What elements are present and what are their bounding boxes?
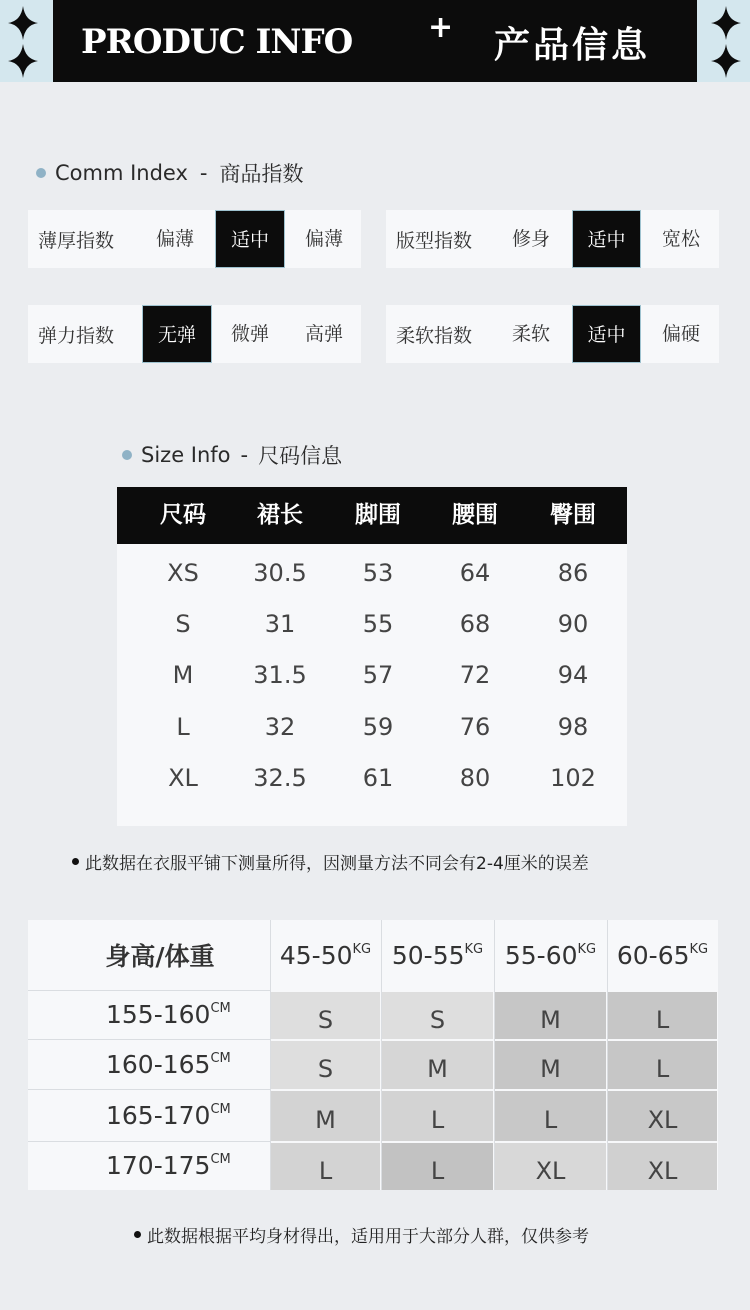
header-title-en: PRODUC INFO — [81, 22, 353, 62]
index-option-selected: 适中 — [572, 210, 641, 268]
size-cell: 98 — [557, 713, 589, 741]
recommend-table — [28, 920, 718, 1190]
index-option: 偏硬 — [661, 323, 700, 345]
index-row-softness — [386, 305, 719, 363]
height-header: 170-175 CM — [106, 1151, 231, 1180]
index-option: 修身 — [511, 228, 550, 250]
size-cell: 80 — [459, 764, 491, 792]
index-option: 偏薄 — [304, 228, 343, 250]
size-cell: S — [175, 610, 191, 638]
size-cell: M — [172, 661, 194, 689]
height-header: 165-170 CM — [106, 1100, 231, 1130]
size-cell: 68 — [459, 610, 491, 638]
index-row-fit — [386, 210, 719, 268]
sparkle-icon — [711, 44, 741, 78]
recommend-cell: L — [495, 1091, 606, 1141]
size-cell: 86 — [557, 559, 589, 587]
index-option-selected: 适中 — [215, 210, 285, 268]
index-option: 柔软 — [511, 323, 550, 345]
sparkle-icon — [8, 44, 38, 78]
index-option-selected: 适中 — [572, 305, 641, 363]
size-cell: 94 — [557, 661, 589, 689]
recommend-cell: S — [271, 992, 380, 1039]
size-note-text: 此数据在衣服平铺下测量所得，因测量方法不同会有2-4厘米的误差 — [85, 854, 589, 874]
size-cell: 90 — [557, 610, 589, 638]
recommend-cell: M — [495, 992, 606, 1039]
comm-index-title — [36, 158, 304, 188]
bullet-dot — [36, 168, 46, 178]
size-info-title-cn: 尺码信息 — [258, 444, 343, 468]
size-header-cell: 尺码 — [160, 502, 206, 528]
index-row-thickness — [28, 210, 361, 268]
weight-header: 50-55 KG — [391, 940, 484, 970]
recommend-cell: XL — [608, 1091, 717, 1141]
size-header-cell: 裙长 — [257, 502, 303, 528]
index-option-selected: 无弹 — [142, 305, 212, 363]
size-cell: 102 — [550, 764, 596, 792]
header-left-accent — [0, 0, 53, 82]
size-cell: XS — [167, 559, 199, 587]
grid-line — [270, 920, 271, 1190]
weight-header: 60-65 KG — [616, 940, 709, 970]
recommend-cell: L — [271, 1143, 380, 1190]
index-option: 偏薄 — [155, 228, 194, 250]
grid-line — [28, 1039, 270, 1040]
size-cell: XL — [168, 764, 198, 792]
index-row-elasticity — [28, 305, 361, 363]
index-label: 弹力指数 — [38, 324, 115, 347]
size-cell: 32 — [264, 713, 296, 741]
bullet-dot — [134, 1231, 141, 1238]
recommend-note — [134, 1222, 589, 1247]
size-cell: L — [176, 713, 190, 741]
recommend-cell: S — [382, 992, 493, 1039]
size-note — [72, 849, 589, 874]
size-cell: 31.5 — [253, 661, 307, 689]
size-cell: 59 — [362, 713, 394, 741]
size-cell: 76 — [459, 713, 491, 741]
header-title-cn: 产品信息 — [494, 25, 651, 66]
grid-line — [28, 1089, 270, 1090]
index-label: 薄厚指数 — [38, 229, 115, 252]
recommend-note-text: 此数据根据平均身材得出，适用用于大部分人群，仅供参考 — [147, 1227, 589, 1247]
grid-line — [381, 920, 382, 1190]
size-cell: 55 — [362, 610, 394, 638]
weight-header: 45-50 KG — [279, 940, 372, 970]
recommend-cell: L — [608, 1041, 717, 1089]
recommend-cell: M — [271, 1091, 380, 1141]
size-header-cell: 腰围 — [452, 502, 498, 528]
size-header-cell: 臀围 — [550, 502, 596, 528]
size-table-header — [117, 487, 627, 544]
size-cell: 31 — [264, 610, 296, 638]
comm-index-title-en: Comm Index — [55, 161, 188, 185]
grid-line — [28, 1141, 270, 1142]
recommend-cell: XL — [608, 1143, 717, 1190]
header-right-accent — [697, 0, 750, 82]
recommend-cell: XL — [495, 1143, 606, 1190]
recommend-cell: L — [382, 1143, 493, 1190]
recommend-cell: M — [382, 1041, 493, 1089]
recommend-cell: S — [271, 1041, 380, 1089]
grid-line — [494, 920, 495, 1190]
size-info-title-en: Size Info — [141, 443, 231, 467]
size-cell: 30.5 — [253, 559, 307, 587]
comm-index-sep: - — [199, 161, 208, 185]
index-label: 柔软指数 — [396, 324, 473, 347]
size-info-title — [122, 440, 342, 470]
grid-line — [28, 990, 270, 991]
recommend-cell: L — [382, 1091, 493, 1141]
size-cell: 64 — [459, 559, 491, 587]
height-header: 160-165 CM — [106, 1049, 231, 1079]
recommend-corner: 身高/体重 — [105, 942, 215, 971]
size-cell: 57 — [362, 661, 394, 689]
recommend-cell: M — [495, 1041, 606, 1089]
grid-line — [607, 920, 608, 1190]
size-table — [117, 487, 627, 826]
weight-header: 55-60 KG — [504, 940, 597, 970]
index-option: 宽松 — [661, 228, 700, 250]
size-cell: 32.5 — [253, 764, 307, 792]
size-header-cell: 脚围 — [355, 502, 401, 528]
header-plus: + — [428, 10, 454, 45]
size-cell: 72 — [459, 661, 491, 689]
height-header: 155-160 CM — [106, 1000, 231, 1029]
size-cell: 61 — [362, 764, 394, 792]
bullet-dot — [122, 450, 132, 460]
index-label: 版型指数 — [396, 229, 473, 252]
sparkle-icon — [8, 6, 38, 40]
size-info-sep: - — [240, 443, 249, 467]
size-cell: 53 — [362, 559, 394, 587]
index-option: 微弹 — [230, 323, 269, 345]
sparkle-icon — [711, 6, 741, 40]
index-option: 高弹 — [304, 323, 343, 345]
recommend-cell: L — [608, 992, 717, 1039]
bullet-dot — [72, 858, 79, 865]
comm-index-title-cn: 商品指数 — [219, 162, 304, 186]
